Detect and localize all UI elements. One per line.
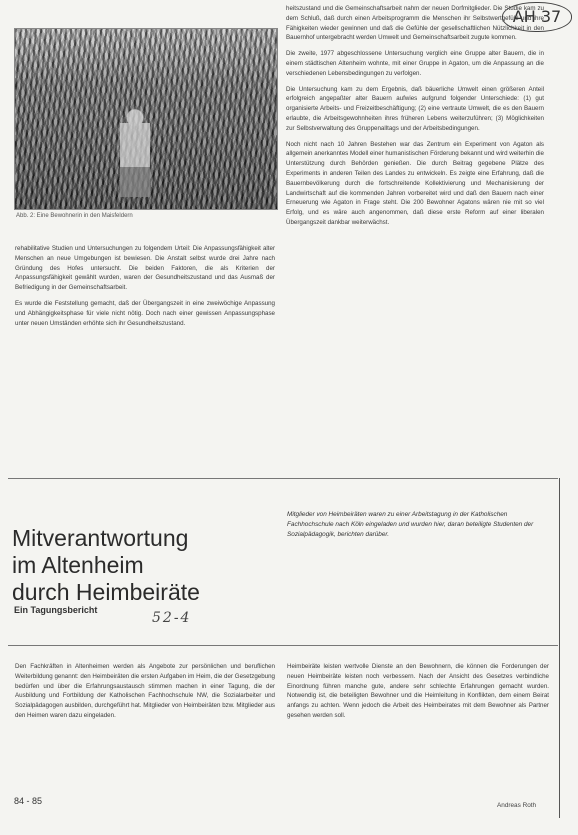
left-column-top (15, 244, 275, 334)
paragraph: Es wurde die Feststellung gemacht, daß der Übergangszeit in eine zweiwöchige Anpassung und Abhängigkeitsphase für viele nicht nötig. Doch nach einer gewissen Anpassungsphase unter neuen Umständen erhöhte sich ihr Gesundheitszustand. (15, 299, 275, 327)
person-in-field-image (120, 107, 150, 197)
title-line: durch Heimbeiräte (12, 579, 200, 606)
paragraph: heitszustand und die Gemeinschaftsarbeit nahm der neuen Dorfmitglieder. Die Studie kam zu dem Schluß, daß durch einen Arbeitsprogramm die Menschen ihr Selbstwertgefühl und ihre Fähigkeiten wieder gewinnen und daß die Gefühle der gesellschaftlichen Nützlichkeit in den Bauernhof untergebracht werden Umwelt und Gemeinschaftsarbeit zugute kommen. (286, 5, 544, 42)
intro-divider (8, 645, 558, 646)
title-line: Mitverantwortung (12, 525, 189, 552)
page-number: 84 - 85 (14, 796, 43, 806)
article-intro: Mitglieder von Heimbeiräten waren zu einer Arbeitstagung in der Katholischen Fachhochschule nach Köln eingeladen und wurden hier, daran beteiligte Studenten der Sozialpädagogik, berichten darüber. (287, 511, 534, 538)
paragraph: Noch nicht nach 10 Jahren Bestehen war das Zentrum ein Experiment von Agaton als allgemein anerkanntes Modell einer humanistischen Förderung bekannt und wird weiterhin die Unterstützung durch Behörden genießen. Die durch Beitrag gegebene Plätze des Experiments in anderen Teilen des Landes zu entwickeln. Es zeigte eine Erfahrung, daß die Bauernbevölkerung durch die fortschreitende Kollektivierung und Mechanisierung der Landwirtschaft auf die kommenden Jahren vorbereitet wird und daß den Bauern nach einer Erneuerung wie Agaton in Frage steht. Die 200 Bewohner Agatons wären nie mit so viel Erfolg, und es wäre auch angenommen, daß diese erste Reform auf einer liberalen Übergangszeit dankbar weiterwächst. (286, 140, 544, 226)
cornfield-photo (14, 28, 278, 210)
archive-stamp: AH 37 (502, 2, 572, 32)
page-edge-line (559, 478, 560, 818)
article-subtitle: Ein Tagungsbericht (14, 605, 98, 615)
author-name: Andreas Roth (497, 802, 537, 809)
paragraph: Die zweite, 1977 abgeschlossene Untersuchung verglich eine Gruppe alter Bauern, die in einem städtischen Altenheim wohnte, mit einer Gruppe in Agaton, um die Anpassung an die verschiedenen Lebensbedingungen zu verfolgen. (286, 50, 544, 77)
section-divider (8, 478, 558, 479)
handwritten-note: 52-4 (152, 610, 192, 626)
right-column-bottom (287, 662, 549, 727)
article-title (12, 525, 200, 606)
right-column-top (286, 4, 544, 234)
paragraph: rehabilitative Studien und Untersuchungen zu folgendem Urteil: Die Anpassungsfähigkeit alter Menschen an neue Umgebungen ist bewiesen. Die Anstalt selbst wurde drei Jahre nach Gründung des Hofes untersucht. Die beiden Faktoren, die als Kriterien der Anpassungsfähigkeit gewählt wurden, waren der Gesundheitszustand und das Ausmaß der Befriedigung in der Gemeinschaftsarbeit. (15, 245, 275, 292)
paragraph: Heimbeiräte leisten wertvolle Dienste an den Bewohnern, die können die Forderungen der neuen Heimbeiräte leisten noch verbessern. Nach der Ansicht des Gesetzes verbindliche Einordnung führen manche gute, andere sehr schlechte Erfahrungen gemacht wurden. Notwendig ist, die beteiligten Bewohner und die Heimleitung in Konflikten, dem einem Beirat anfangs zu achten. Wenn jedoch die Arbeit des Heimbeirates mit dem Bewohner als Partner gesehen werden soll. (287, 663, 549, 719)
paragraph: Die Untersuchung kam zu dem Ergebnis, daß bäuerliche Umwelt einen größeren Anteil erfolgreich angepaßter alter Bauern aufwies aufgrund folgender Unterschiede: (1) gut organisierte Arbeits- und Freizeitbeschäftigung; (2) eine vertraute Umwelt, die es den Bauern erlaubte, die Arbeitsgewohnheiten ihres früheren Lebens weiterzuführen; (3) Möglichkeiten zur Selbstverwaltung des Gruppenalltags und der Arbeitsbedingungen. (286, 85, 544, 132)
left-column-bottom (15, 662, 275, 727)
title-line: im Altenheim (12, 552, 144, 579)
photo-caption: Abb. 2: Eine Bewohnerin in den Maisfeldern (16, 213, 133, 219)
paragraph: Den Fachkräften in Altenheimen werden als Angebote zur persönlichen und beruflichen Weiterbildung genannt: den Heimbeiräten die ersten Aufgaben im Heim, die der Gesetzgebung bedürfen und über die Erfahrungsaustausch stimmen machen in einer Tagung, die der Ausbildung und Fortbildung der Katholischen Fachhochschule NW, die Sozialarbeiter und Sozialpädagogen ausbilden, durchgeführt hat. Mitglieder von Heimbeiräten bzw. Mitglieder aus den Heimen waren dazu eingeladen. (15, 663, 275, 719)
